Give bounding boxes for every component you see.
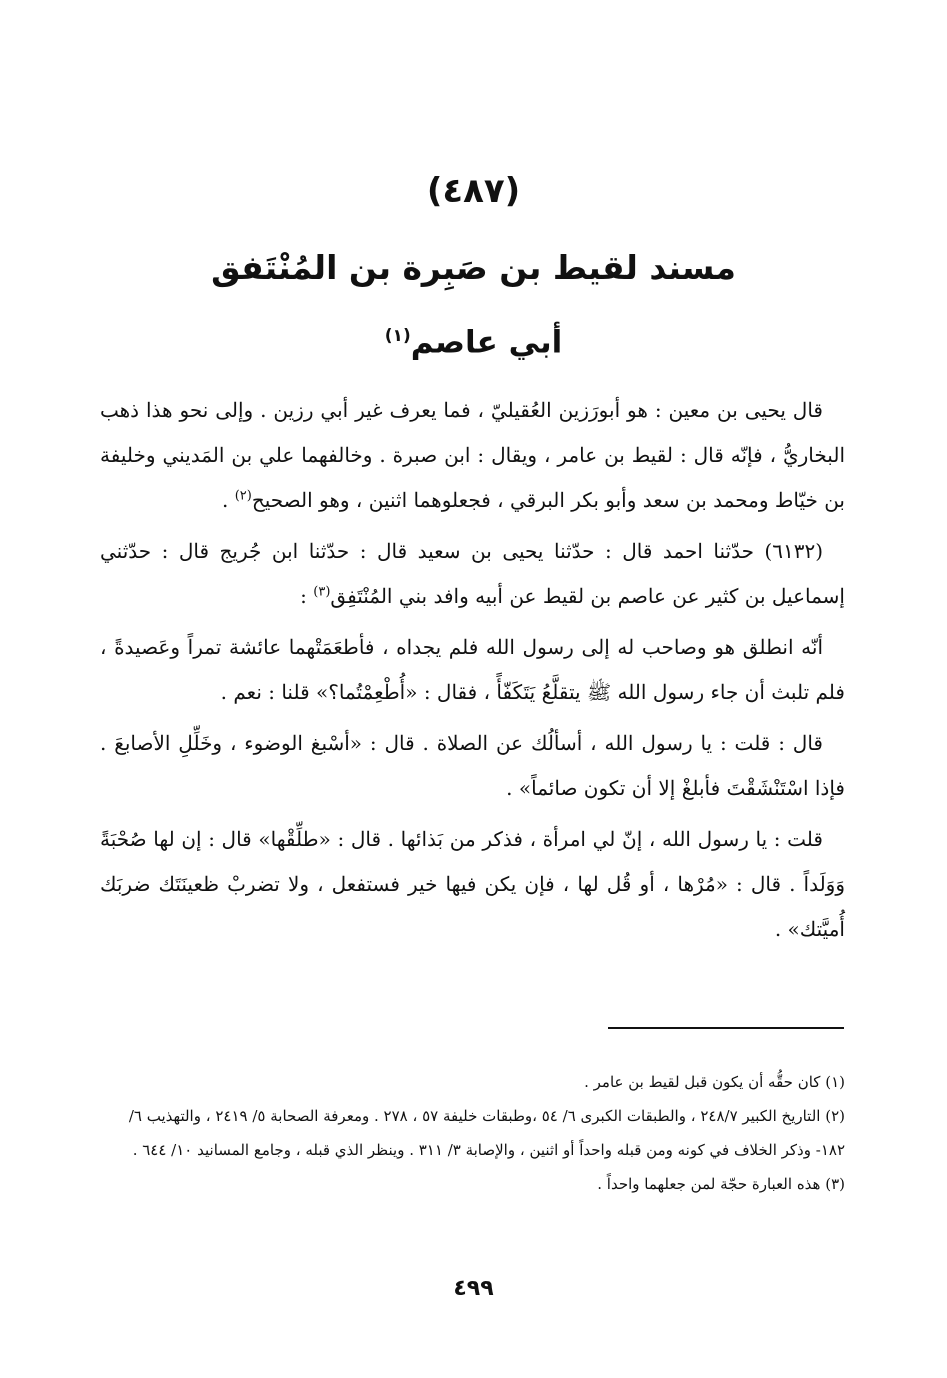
intro-text: قال يحيى بن معين : هو أبورَزين العُقيليّ ، فما يعرف غير أبي رزين . وإلى نحو هذا ذهب البخاريُّ ، فإنّه قال : لقيط بن عامر ، ويقال : ابن صبرة . وخالفهما علي بن المَديني وخليفة بن خيّاط ومحمد بن سعد وأبو بكر البرقي ، فجعلوهما اثنين ، وهو الصحيح [100,398,845,512]
hadith-paragraph-2: قال : قلت : يا رسول الله ، أسألُك عن الصلاة . قال : «أسْبغ الوضوء ، وخَلِّلِ الأصابعَ . فإذا اسْتَنْشَقْتَ فأبلغْ إلا أن تكون صائماً» . [100,731,845,800]
footnote-divider [608,1027,844,1029]
footnote-ref-2: (٢) [234,488,252,504]
isnad-paragraph [100,529,845,619]
hadith-paragraph-3: قلت : يا رسول الله ، إنّ لي امرأة ، فذكر من بَذائها . قال : «طلِّقْها» قال : إن لها صُحْبَةً وَوَلَداً . قال : «مُرْها ، أو قُل لها ، فإن يكن فيها خير فستفعل ، ولا تضربْ ظعينَتَك ضربَك أُميَّتك» . [100,827,845,941]
footnote-3: (٣) هذه العبارة حجّة لمن جعلهما واحداً . [597,1175,845,1193]
musnad-number: (٤٨٧) [426,171,521,211]
intro-paragraph [100,388,845,523]
isnad-text: (٦١٣٢) حدّثنا احمد قال : حدّثنا يحيى بن سعيد قال : حدّثنا ابن جُريج قال : حدّثني إسماعيل بن كثير عن عاصم بن لقيط عن أبيه وافد بني المُنْتَفِق [100,539,845,608]
page-title: مسند لقيط بن صَبِرة بن المُنْتَفق [211,248,736,287]
intro-end: . [221,488,235,512]
page-subtitle [0,312,947,366]
subtitle-text: أبي عاصم [410,324,563,361]
footnote-1: (١) كان حقُّه أن يكون قبل لقيط بن عامر . [584,1073,845,1091]
footnote-ref-3: (٣) [313,584,331,600]
footnote-ref-1: (١) [384,326,411,346]
main-text [100,388,845,958]
footnote-2: (٢) التاريخ الكبير ٢٤٨/٧ ، والطبقات الكبرى ٦/ ٥٤ ،وطبقات خليفة ٥٧ ، ٢٧٨ . ومعرفة الصحابة ٥/ ٢٤١٩ ، والتهذيب ٦/ ١٨٢- وذكر الخلاف في كونه ومن قبله واحداً أو اثنين ، والإصابة ٣/ ٣١١ . وينظر الذي قبله ، وجامع المسانيد ١٠/ ٦٤٤ . [128,1107,845,1159]
page-number: ٤٩٩ [453,1276,494,1301]
isnad-end: : [300,584,314,608]
hadith-paragraph-1: أنّه انطلق هو وصاحب له إلى رسول الله فلم يجداه ، فأطعَمَتْهما عائشة تمراً وعَصيدةً ، فلم تلبث أن جاء رسول الله ﷺ يتقلَّعُ يَتَكَفّأً ، فقال : «أُطْعِمْتُما؟» قلنا : نعم . [100,635,845,704]
footnotes [100,1065,845,1201]
